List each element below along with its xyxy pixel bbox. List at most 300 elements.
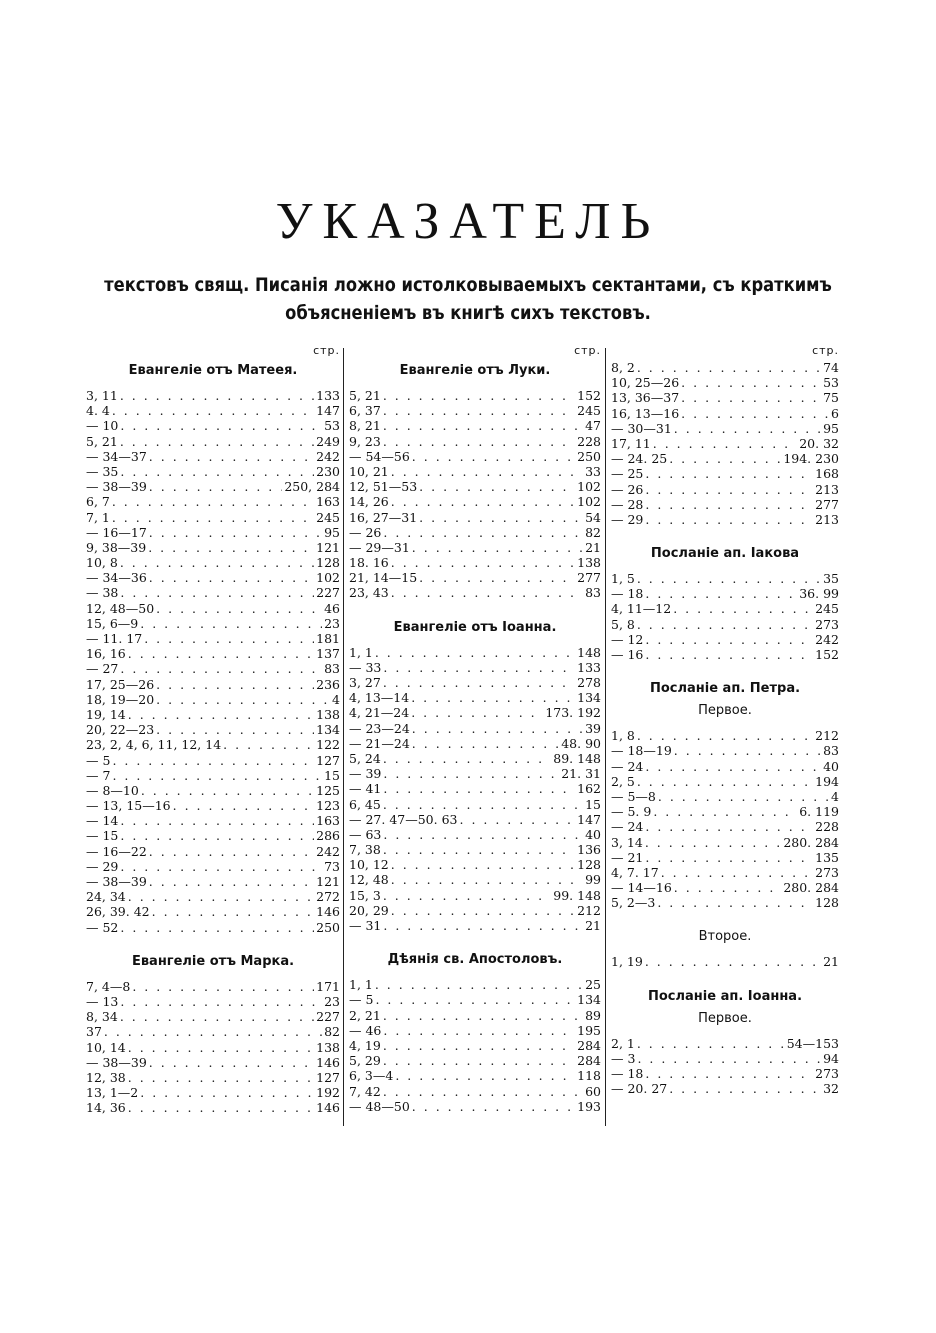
- verse-reference: — 28: [611, 496, 644, 512]
- index-entry: [349, 1023, 601, 1038]
- leader-dots: [120, 418, 322, 433]
- index-entry: [611, 759, 839, 774]
- section-gap: [611, 527, 839, 543]
- verse-reference: — 13: [86, 993, 119, 1009]
- index-entry: [86, 661, 340, 676]
- verse-reference: — 38—39: [86, 874, 147, 889]
- page-number: 89. 148: [553, 750, 601, 766]
- page-number: 127: [316, 1069, 340, 1085]
- leader-dots: [383, 418, 583, 433]
- leader-dots: [645, 835, 782, 850]
- index-column-1: [86, 344, 340, 1115]
- leader-dots: [669, 451, 781, 466]
- verse-reference: — 29: [86, 858, 119, 874]
- index-entry: [611, 850, 839, 865]
- index-entry: [349, 494, 601, 509]
- page-number: 53: [324, 418, 340, 434]
- verse-reference: — 5: [349, 992, 374, 1008]
- index-entry: [86, 979, 340, 994]
- index-entry: [349, 675, 601, 690]
- verse-reference: 2, 5: [611, 773, 635, 789]
- verse-reference: — 16—22: [86, 843, 147, 859]
- index-entry: [611, 728, 839, 743]
- index-entry: [86, 494, 340, 509]
- index-entry: [349, 766, 601, 781]
- leader-dots: [391, 494, 575, 509]
- verse-reference: 13, 1—2: [86, 1085, 139, 1101]
- verse-reference: 17, 25—26: [86, 676, 155, 692]
- leader-dots: [383, 525, 583, 540]
- verse-reference: — 54—56: [349, 448, 410, 464]
- column-divider: [343, 348, 344, 1126]
- leader-dots: [637, 774, 813, 789]
- verse-reference: — 35: [86, 463, 119, 479]
- page-number: 46: [324, 600, 340, 616]
- leader-dots: [120, 464, 314, 479]
- index-entry: [349, 977, 601, 992]
- index-entry: [349, 434, 601, 449]
- page-number: 272: [316, 889, 340, 905]
- leader-dots: [149, 1055, 314, 1070]
- leader-dots: [173, 798, 315, 813]
- page-number: 146: [316, 1054, 340, 1070]
- page-number: 95: [324, 524, 340, 540]
- index-entry: [611, 789, 839, 804]
- leader-dots: [120, 661, 322, 676]
- verse-reference: 3, 27: [349, 675, 381, 690]
- page-number: 99: [585, 872, 601, 888]
- leader-dots: [112, 753, 314, 768]
- verse-reference: 21, 14—15: [349, 570, 418, 586]
- page-number: 4: [831, 788, 839, 804]
- leader-dots: [120, 388, 314, 403]
- page-number: 278: [577, 675, 601, 690]
- verse-reference: 3, 11: [86, 388, 118, 403]
- page-number: 148: [577, 644, 601, 660]
- section-gap: [86, 935, 340, 951]
- index-entry: [86, 601, 340, 616]
- leader-dots: [383, 1084, 583, 1099]
- page-number: 147: [316, 403, 340, 419]
- leader-dots: [112, 768, 322, 783]
- page-number: 102: [316, 570, 340, 586]
- page-number: 21: [823, 954, 839, 970]
- leader-dots: [383, 434, 575, 449]
- index-entry: [86, 646, 340, 661]
- page-number: 133: [577, 659, 601, 675]
- verse-reference: — 30—31: [611, 420, 672, 436]
- leader-dots: [152, 904, 315, 919]
- leader-dots: [383, 1008, 583, 1023]
- verse-reference: — 38: [86, 585, 119, 601]
- leader-dots: [383, 827, 583, 842]
- leader-dots: [645, 586, 797, 601]
- page-number: 99. 148: [553, 887, 601, 903]
- index-entry: [86, 449, 340, 464]
- page-number: 147: [577, 811, 601, 827]
- page-number: 32: [823, 1081, 839, 1097]
- page-number: 194: [815, 773, 839, 789]
- index-entry: [349, 585, 601, 600]
- section-heading: Посланіе ап. Іакова: [650, 546, 800, 562]
- verse-reference: 23, 2, 4, 6, 11, 12, 14: [86, 737, 222, 753]
- page-number: 242: [316, 843, 340, 859]
- verse-reference: 16, 13—16: [611, 405, 680, 421]
- page-number: 212: [577, 902, 601, 918]
- page-number: 134: [577, 992, 601, 1008]
- leader-dots: [120, 434, 314, 449]
- verse-reference: 18, 19—20: [86, 691, 155, 707]
- index-entry: [349, 449, 601, 464]
- page-number: 168: [815, 466, 839, 482]
- index-entry: [86, 737, 340, 752]
- section-gap: [349, 601, 601, 617]
- page-column-label: стр.: [313, 344, 340, 357]
- page-number: 245: [577, 403, 601, 419]
- page-number: 21: [585, 918, 601, 933]
- page-number: 163: [316, 813, 340, 829]
- verse-reference: 14, 36: [86, 1100, 126, 1116]
- index-entry: [86, 753, 340, 768]
- index-entry: [349, 781, 601, 796]
- leader-dots: [645, 759, 821, 774]
- verse-reference: 12, 48—50: [86, 600, 155, 616]
- verse-reference: — 20. 27: [611, 1081, 668, 1097]
- index-entry: [611, 865, 839, 880]
- leader-dots: [383, 388, 575, 403]
- leader-dots: [391, 464, 583, 479]
- subtitle-line-2: объясненіемъ въ книгѣ сихъ текстовъ.: [285, 302, 651, 324]
- index-entry: [611, 497, 839, 512]
- verse-reference: 24, 34: [86, 889, 126, 905]
- page-number: 242: [316, 448, 340, 464]
- section-heading: Евангеліе отъ Іоанна.: [393, 619, 557, 635]
- index-entry: [611, 743, 839, 758]
- index-entry: [349, 690, 601, 705]
- page-number: 250, 284: [284, 479, 340, 495]
- index-entry: [86, 540, 340, 555]
- section-subheading: Первое.: [698, 1010, 752, 1026]
- index-entry: [86, 1009, 340, 1024]
- leader-dots: [140, 1085, 314, 1100]
- page-number: 195: [577, 1022, 601, 1038]
- index-entry: [86, 1100, 340, 1115]
- index-entry: [86, 904, 340, 919]
- section-subheading: Первое.: [698, 703, 752, 719]
- page-number: 162: [577, 781, 601, 797]
- index-entry: [611, 406, 839, 421]
- verse-reference: 10, 21: [349, 463, 389, 479]
- leader-dots: [120, 859, 322, 874]
- leader-dots: [674, 743, 821, 758]
- page-number: 280. 284: [783, 834, 839, 850]
- verse-reference: 1, 1: [349, 977, 373, 993]
- page-number: 227: [316, 1009, 340, 1025]
- index-entry: [86, 828, 340, 843]
- leader-dots: [132, 979, 314, 994]
- index-entry: [86, 510, 340, 525]
- leader-dots: [120, 585, 314, 600]
- leader-dots: [637, 1036, 785, 1051]
- verse-reference: 5, 21: [349, 388, 381, 403]
- index-entry: [349, 418, 601, 433]
- page-number: 277: [577, 570, 601, 586]
- index-entry: [86, 616, 340, 631]
- page-number: 128: [815, 895, 839, 911]
- page-number: 138: [577, 555, 601, 571]
- page-number: 94: [823, 1050, 839, 1066]
- page-number: 21: [585, 539, 601, 555]
- page-number: 83: [324, 661, 340, 677]
- index-entry: [349, 721, 601, 736]
- leader-dots: [391, 857, 575, 872]
- verse-reference: 17, 11: [611, 435, 651, 451]
- verse-reference: 4, 7. 17: [611, 864, 659, 880]
- verse-reference: — 34—37: [86, 448, 147, 464]
- page-number: 133: [316, 388, 340, 403]
- index-entry: [611, 647, 839, 662]
- page-number: 89: [585, 1007, 601, 1023]
- verse-reference: — 52: [86, 919, 119, 935]
- page-number: 6. 119: [799, 804, 839, 820]
- leader-dots: [223, 737, 314, 752]
- subtitle-line-1: текстовъ свящ. Писанія ложно истолковываемыхъ сектантами, съ краткимъ: [104, 274, 832, 296]
- leader-dots: [149, 479, 283, 494]
- page-number: 146: [316, 904, 340, 920]
- leader-dots: [383, 1023, 575, 1038]
- leader-dots: [120, 813, 314, 828]
- index-entry: [86, 722, 340, 737]
- page-number: 273: [815, 1066, 839, 1081]
- index-entry: [349, 464, 601, 479]
- index-entry: [611, 954, 839, 969]
- verse-reference: 1, 8: [611, 728, 635, 744]
- leader-dots: [120, 994, 322, 1009]
- page-column-label: стр.: [574, 344, 601, 357]
- leader-dots: [156, 722, 314, 737]
- index-entry: [611, 804, 839, 819]
- verse-reference: — 8—10: [86, 782, 139, 798]
- verse-reference: — 21: [611, 849, 644, 865]
- index-entry: [611, 586, 839, 601]
- leader-dots: [645, 819, 813, 834]
- page-number: 118: [577, 1068, 601, 1084]
- page-number: 60: [585, 1083, 601, 1099]
- page-number: 83: [585, 585, 601, 601]
- leader-dots: [149, 449, 314, 464]
- verse-reference: — 26: [349, 524, 382, 540]
- verse-reference: 5, 29: [349, 1053, 381, 1069]
- leader-dots: [156, 677, 314, 692]
- page-number: 250: [316, 919, 340, 935]
- verse-reference: — 48—50: [349, 1098, 410, 1114]
- leader-dots: [140, 616, 322, 631]
- verse-reference: 19, 14: [86, 706, 126, 722]
- verse-reference: — 23—24: [349, 720, 410, 736]
- page-number: 75: [823, 390, 839, 406]
- verse-reference: — 27: [86, 661, 119, 677]
- index-entry: [86, 994, 340, 1009]
- page-number: 137: [316, 646, 340, 662]
- verse-reference: 18. 16: [349, 555, 389, 571]
- leader-dots: [412, 449, 575, 464]
- page-number: 83: [823, 743, 839, 759]
- page-number: 230: [316, 463, 340, 479]
- page-number: 121: [316, 539, 340, 555]
- verse-reference: 1, 1: [349, 644, 373, 660]
- page-number: 25: [585, 977, 601, 993]
- page-number: 194. 230: [783, 451, 839, 467]
- leader-dots: [375, 977, 583, 992]
- section-gap: [611, 662, 839, 678]
- index-entry: [86, 570, 340, 585]
- verse-reference: — 10: [86, 418, 119, 434]
- index-entry: [611, 512, 839, 527]
- verse-reference: 1, 5: [611, 571, 635, 587]
- leader-dots: [645, 1066, 813, 1081]
- section-heading: Евангеліе отъ Матеея.: [128, 363, 298, 378]
- page-number: 213: [815, 511, 839, 527]
- verse-reference: — 13, 15—16: [86, 798, 171, 814]
- index-entry: [349, 1068, 601, 1083]
- leader-dots: [104, 1024, 322, 1039]
- index-entry: [611, 466, 839, 481]
- index-entry: [86, 1055, 340, 1070]
- leader-dots: [645, 850, 813, 865]
- verse-reference: — 3: [611, 1050, 636, 1066]
- page-number: 192: [316, 1085, 340, 1101]
- index-entry: [349, 479, 601, 494]
- leader-dots: [637, 1051, 821, 1066]
- verse-reference: — 12: [611, 631, 644, 647]
- leader-dots: [383, 766, 559, 781]
- verse-reference: 9, 38—39: [86, 539, 147, 555]
- page-number: 236: [316, 676, 340, 692]
- verse-reference: 15, 6—9: [86, 615, 139, 631]
- page-number: 36. 99: [799, 586, 839, 602]
- index-entry: [86, 1040, 340, 1055]
- page-number: 33: [585, 463, 601, 479]
- verse-reference: — 21—24: [349, 735, 410, 751]
- index-entry: [349, 403, 601, 418]
- leader-dots: [383, 1038, 575, 1053]
- index-entry: [611, 571, 839, 586]
- index-entry: [86, 388, 340, 403]
- page-number: 242: [815, 631, 839, 647]
- page-number: 54—153: [786, 1035, 839, 1051]
- verse-reference: 10, 8: [86, 555, 118, 571]
- leader-dots: [391, 555, 575, 570]
- index-entry: [349, 388, 601, 403]
- index-entry: [86, 707, 340, 722]
- verse-reference: 10, 25—26: [611, 375, 680, 391]
- section-gap: [349, 933, 601, 949]
- leader-dots: [148, 540, 314, 555]
- verse-reference: — 18: [611, 1066, 644, 1081]
- index-entry: [611, 390, 839, 405]
- leader-dots: [112, 510, 314, 525]
- leader-dots: [391, 585, 583, 600]
- index-entry: [611, 819, 839, 834]
- verse-reference: — 24: [611, 819, 644, 835]
- page-number: 123: [316, 798, 340, 814]
- verse-reference: 6, 37: [349, 403, 381, 419]
- leader-dots: [128, 1070, 314, 1085]
- page-number: 152: [577, 388, 601, 403]
- verse-reference: — 26: [611, 481, 644, 497]
- leader-dots: [141, 783, 314, 798]
- leader-dots: [128, 889, 314, 904]
- verse-reference: 8, 21: [349, 418, 381, 434]
- section-heading: Посланіе ап. Іоанна.: [647, 988, 803, 1004]
- index-entry: [86, 555, 340, 570]
- leader-dots: [673, 601, 813, 616]
- leader-dots: [120, 555, 314, 570]
- index-entry: [86, 920, 340, 935]
- index-entry: [86, 479, 340, 494]
- verse-reference: 4. 4: [86, 403, 110, 419]
- section-gap: [611, 970, 839, 986]
- verse-reference: — 18—19: [611, 743, 672, 759]
- page-number: 39: [585, 720, 601, 736]
- index-entry: [86, 677, 340, 692]
- page-number: 15: [324, 767, 340, 783]
- verse-reference: — 46: [349, 1022, 382, 1038]
- page-number: 40: [585, 826, 601, 842]
- page-column-label: стр.: [812, 344, 839, 357]
- page-number: 21. 31: [561, 766, 601, 782]
- index-entry: [349, 660, 601, 675]
- index-entry: [349, 1084, 601, 1099]
- page-number: 245: [316, 509, 340, 525]
- verse-reference: — 29: [611, 511, 644, 527]
- leader-dots: [653, 804, 797, 819]
- verse-reference: — 18: [611, 586, 644, 602]
- index-entry: [611, 482, 839, 497]
- page-number: 213: [815, 481, 839, 497]
- page-number: 284: [577, 1037, 601, 1053]
- page-number: 95: [823, 420, 839, 436]
- page-number: 127: [316, 752, 340, 768]
- verse-reference: 20, 29: [349, 902, 389, 918]
- page-number: 35: [823, 571, 839, 587]
- verse-reference: — 38—39: [86, 479, 147, 495]
- leader-dots: [645, 647, 813, 662]
- verse-reference: — 29—31: [349, 539, 410, 555]
- page-number: 245: [815, 601, 839, 617]
- leader-dots: [411, 690, 575, 705]
- verse-reference: 7, 42: [349, 1083, 381, 1099]
- index-entry: [86, 403, 340, 418]
- page-number: 73: [324, 858, 340, 874]
- verse-reference: 2, 1: [611, 1035, 635, 1051]
- page-number: 102: [577, 494, 601, 510]
- page-number: 250: [577, 448, 601, 464]
- verse-reference: — 24. 25: [611, 451, 668, 467]
- leader-dots: [375, 645, 575, 660]
- index-entry: [611, 835, 839, 850]
- page-number: 134: [316, 722, 340, 738]
- index-entry: [86, 418, 340, 433]
- page-number: 280. 284: [783, 880, 839, 896]
- leader-dots: [412, 721, 583, 736]
- index-entry: [349, 736, 601, 751]
- verse-reference: 12, 51—53: [349, 479, 418, 495]
- verse-reference: 2, 21: [349, 1007, 381, 1023]
- page-number: 102: [577, 479, 601, 495]
- index-entry: [349, 570, 601, 585]
- index-entry: [611, 774, 839, 789]
